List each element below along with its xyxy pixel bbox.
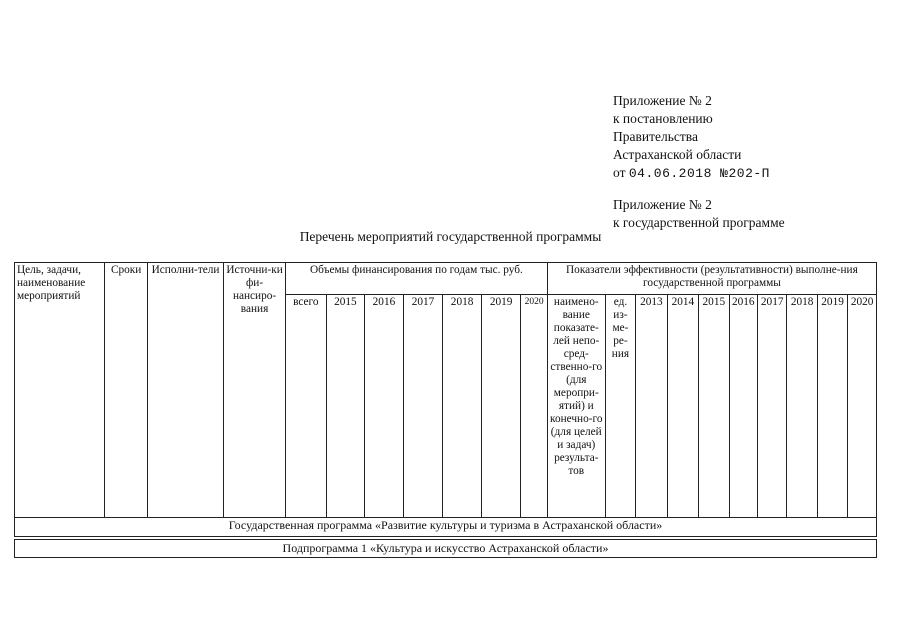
indicator-unit-header: ед. из-ме-ре-ния [605,295,635,518]
executors-header: Исполни-тели [147,263,223,518]
funding-year-header: 2018 [443,295,482,518]
resolution-line: к постановлению [613,111,713,126]
program-row [15,518,877,537]
goal-header: Цель, задачи, наименование мероприятий [15,263,105,518]
measures-table [14,262,877,537]
government-line: Правительства [613,129,698,144]
indicator-year-header: 2015 [699,295,729,518]
date-line [613,164,770,183]
funding-year-header: 2020 [521,295,547,518]
indicator-year-header: 2018 [787,295,817,518]
sources-header: Источни-ки фи-нансиро-вания [224,263,286,518]
date-prefix: от [613,165,626,180]
funding-year-header: 2019 [481,295,521,518]
appendix-header-2 [613,196,785,232]
appendix-line-2: Приложение № 2 [613,197,712,212]
region-line: Астраханской области [613,147,742,162]
page-title: Перечень мероприятий государственной программы [299,229,602,244]
indicator-year-header: 2019 [817,295,847,518]
appendix-header [613,92,770,183]
program-ref-line: к государственной программе [613,215,785,230]
date-value: 04.06.2018 №202-П [628,166,770,181]
indicators-header: Показатели эффективности (результативности) выполне-ния государственной программы [547,263,876,295]
funding-year-header: 2015 [326,295,365,518]
subprogram-row: Подпрограмма 1 «Культура и искусство Астраханской области» [14,539,877,558]
funding-header: Объемы финансирования по годам тыс. руб. [286,263,548,295]
indicator-year-header: 2017 [757,295,786,518]
appendix-line: Приложение № 2 [613,93,712,108]
terms-header: Сроки [105,263,148,518]
program-row-label: Государственная программа «Развитие культуры и туризма в Астраханской области» [15,518,877,537]
indicator-year-header: 2016 [729,295,757,518]
funding-year-header: 2016 [365,295,404,518]
indicator-year-header: 2013 [636,295,667,518]
funding-year-header: 2017 [403,295,443,518]
table-header-row [15,263,877,295]
indicator-year-header: 2014 [667,295,698,518]
indicator-year-header: 2020 [848,295,877,518]
indicator-name-header: наимено-вание показате-лей непо-сред-ственно-го (для меропри-ятий) и конечно-го (для целей и задач) результа-тов [547,295,605,518]
funding-total-header: всего [286,295,327,518]
